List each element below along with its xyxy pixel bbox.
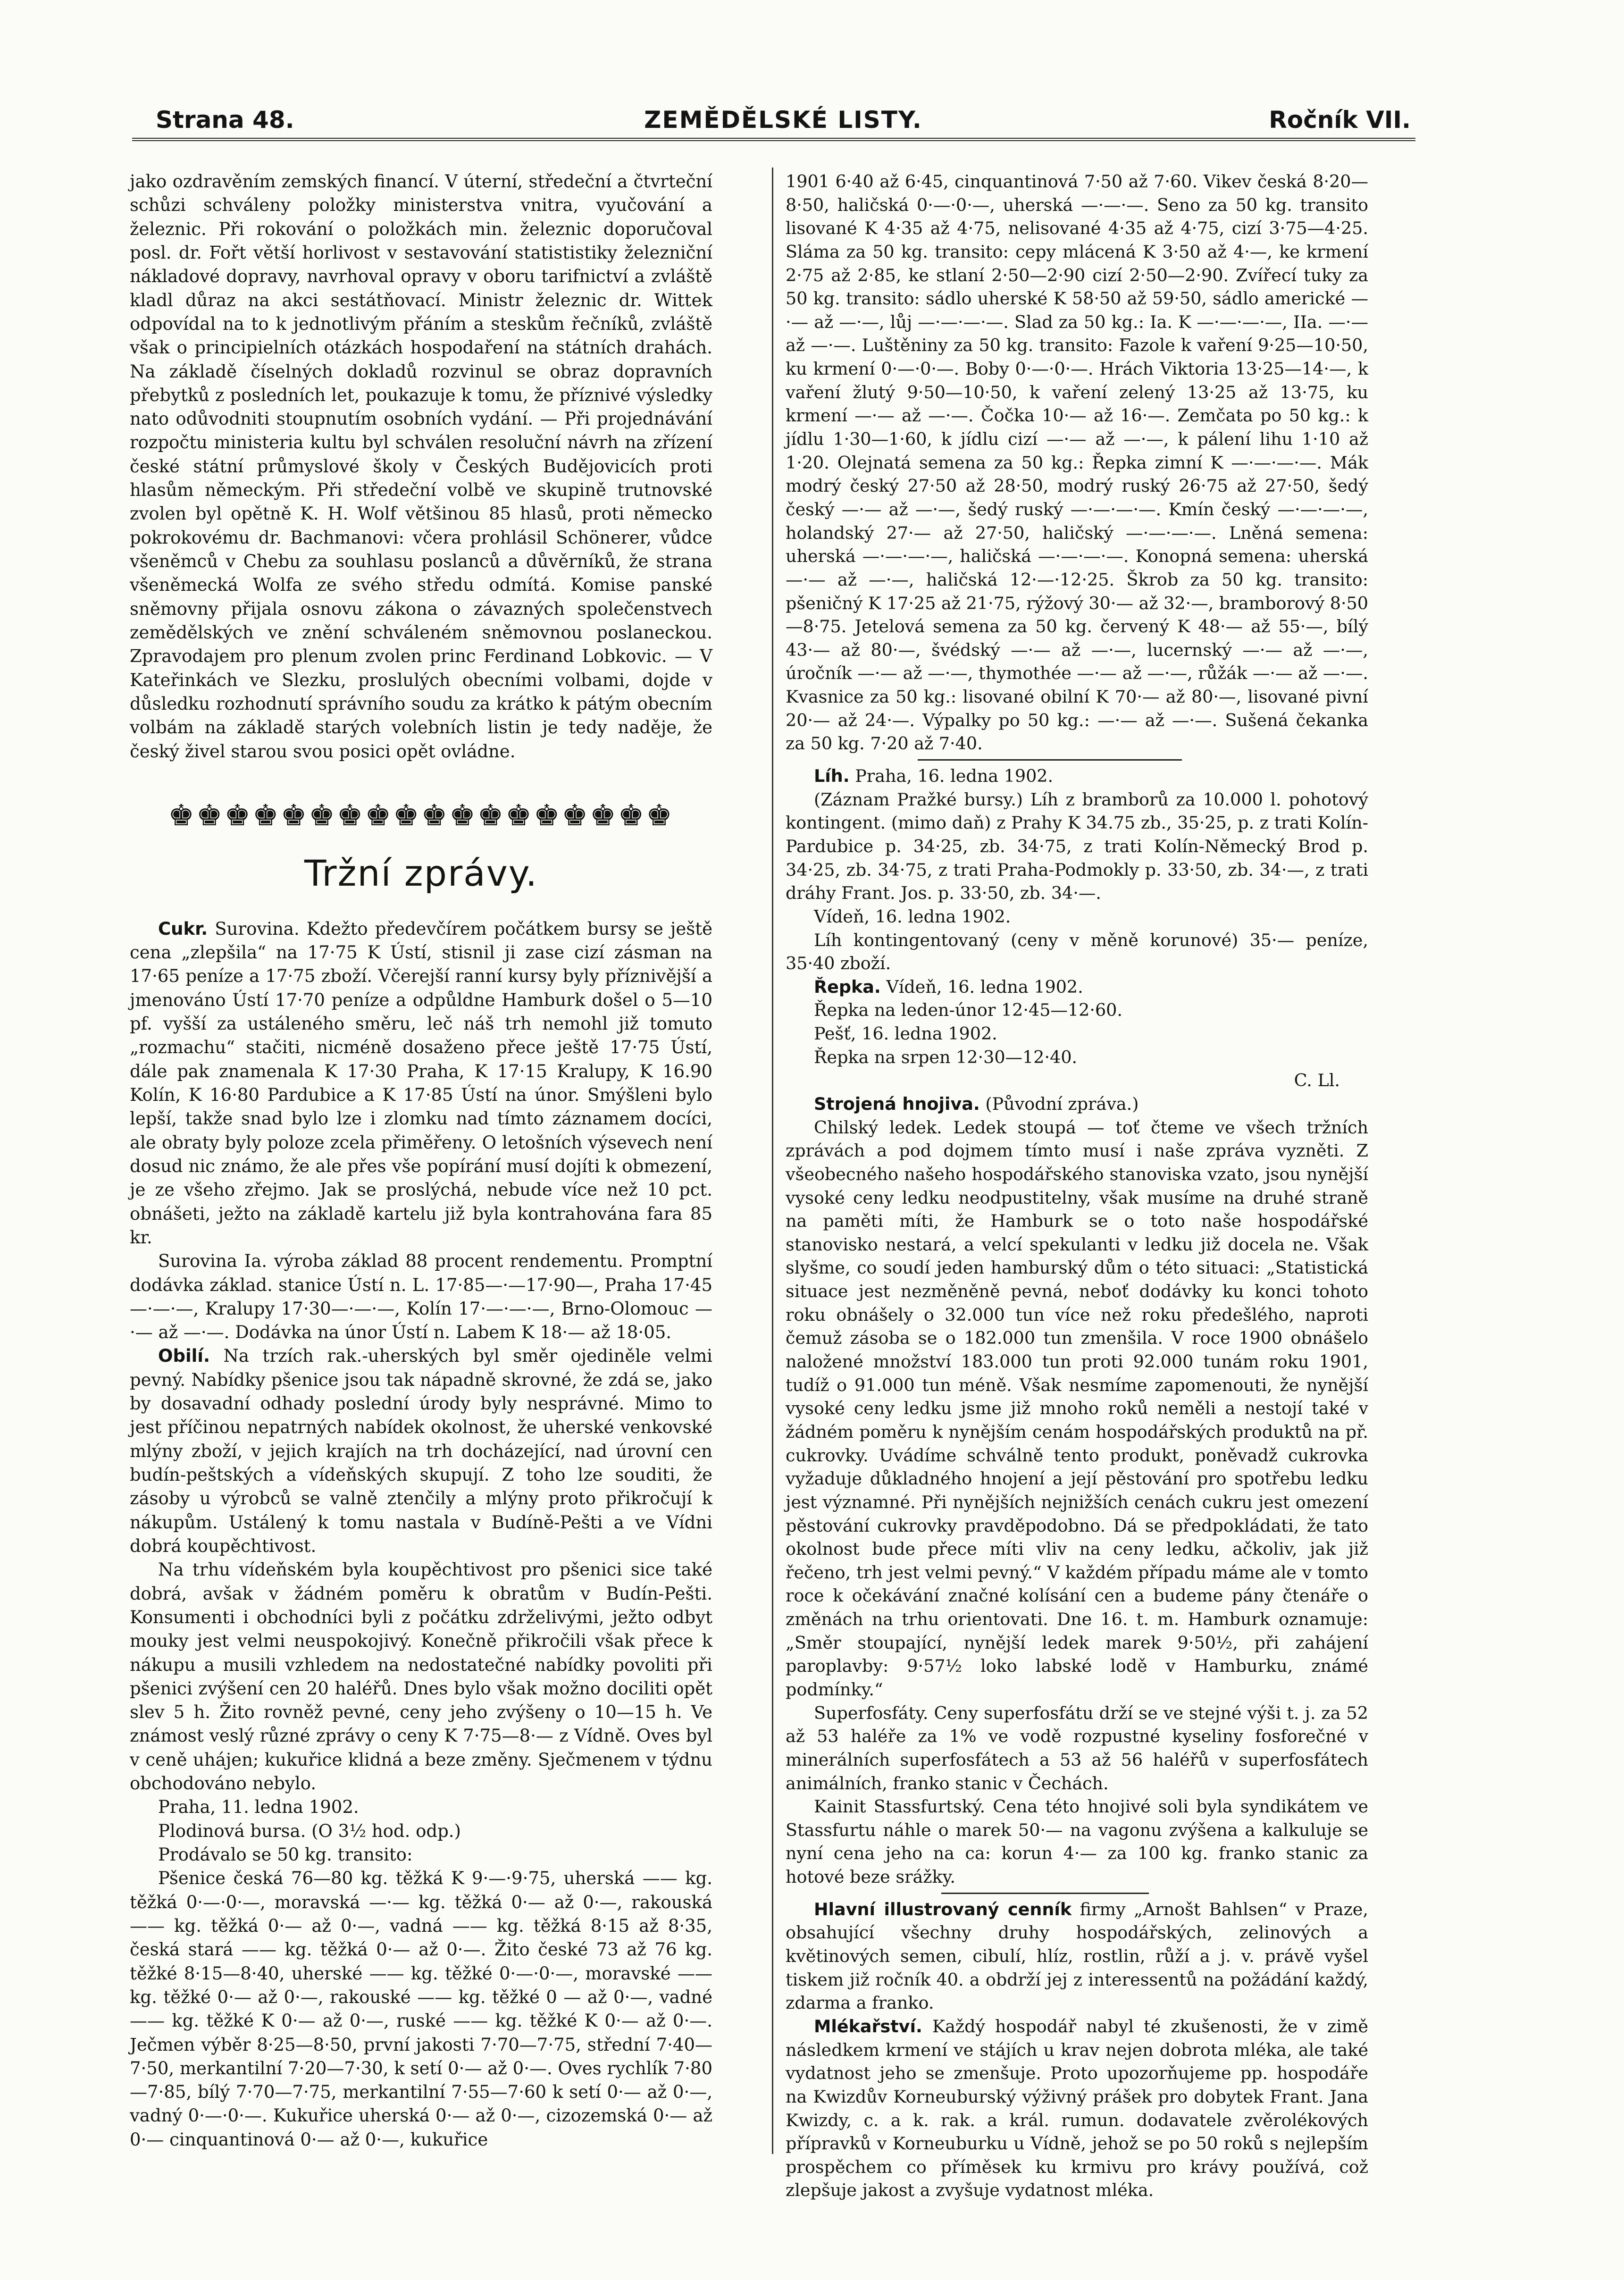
page-header [156, 106, 1411, 139]
plodinova-bursa: Plodinová bursa. (O 3½ hod. odp.) [158, 1820, 461, 1841]
cennik-keyword: Hlavní illustrovaný cenník [814, 1899, 1072, 1920]
left-column [130, 170, 712, 2152]
volume-number: Ročník VII. [1269, 106, 1411, 134]
obili-paragraph-2: Na trhu vídeňském byla koupěchtivost pro pšenici sice také dobrá, avšak v žádném poměru k obratům v Budín-Pešti. Konsumenti i obchodníci byli z počátku zdrželivými, ježto odbyt mouky jest velmi neuspokojivý. Konečně přikročili však přece k nákupu a musili vzhledem na nedostatečné nabídky povoliti při pšenici zvýšení cen 20 haléřů. Dnes bylo však možno dociliti opět slev 5 h. Žito rovněž pevné, ceny jeho zvýšeny o 10—15 h. Ve známost veslý různé zprávy o ceny K 7·75—8·— z Vídně. Oves byl v ceně uhájen; kukuřice klidná a beze změny. Sječmenem v týdnu obchodováno nebylo. [130, 1559, 712, 1794]
hnojiva-ledek: Chilský ledek. Ledek stoupá — toť čteme ve všech tržních zprávách a pod dojmem tímto musí i naše zpráva vyzněti. Z všeobecného našeho hospodářského stanoviska vzato, jsou nynější vysoké ceny ledku neodpustitelny, však musíme na druhé straně na paměti míti, že Hamburk se o toto naše hospodářské stanovisko nestará, a velcí spekulanti v ledku již docela ne. Však slyšme, co soudí jeden hamburský dům o této situaci: „Statistická situace jest nezměněně pevná, neboť dodávky ku konci tohoto roku obnášely o 32.000 tun více než roku předešlého, naproti čemuž zásoba se o 182.000 tun zmenšila. V roce 1900 obnášelo naložené množství 183.000 tun proti 92.000 tunám roku 1901, tudíž o 91.000 tun méně. Však nesmíme zapomenouti, že nynější vysoké ceny ledku jsme již mnoho roků neměli a nestojí také v žádném poměru k nynějším cenám hospodářských produktů na př. cukrovky. Uvádíme schválně tento produkt, poněvadž cukrovka vyžaduje důkladného hnojení a její pěstování pro spotřebu ledku jest významné. Při nynějších nejnižších cenách cukru jest omezení pěstování cukrovky pravděpodobno. Dá se předpokládati, že tato okolnost bude přece míti vliv na ceny ledku, ačkoliv, jak již řečeno, trh jest velmi pevný.“ V každém případu máme ale v tomto roce k očekávání značné kolísání cen a budeme pány čtenáře o změnách na trhu orientovati. Dne 16. t. m. Hamburk oznamuje: „Směr stoupající, nynější ledek marek 9·50½, při zahájení paroplavby: 9·57½ loko labské lodě v Hamburku, známé podmínky.“ [786, 1117, 1368, 1700]
hnojiva-subtitle: (Původní zpráva.) [985, 1093, 1139, 1114]
prices-continued: 1901 6·40 až 6·45, cinquantinová 7·50 až 7·60. Vikev česká 8·20—8·50, haličská 0·—·0·—, uherská —·—·—. Seno za 50 kg. transito lisované K 4·35 až 4·75, nelisované 4·35 až 4·75, cizí 3·75—4·25. Sláma za 50 kg. transito: cepy mlácená K 3·50 až 4·—, ke krmení 2·75 až 2·85, ke stlaní 2·50—2·90 cizí 2·50—2·90. Zvířecí tuky za 50 kg. transito: sádlo uherské K 58·50 až 59·50, sádlo americké —·— až —·—, lůj —·—·—·—. Slad za 50 kg.: Ia. K —·—·—·—, IIa. —·— až —·—. Luštěniny za 50 kg. transito: Fazole k vaření 9·25—10·50, ku krmení 0·—·0·—. Boby 0·—·0·—. Hrách Viktoria 13·25—14·—, k vaření žlutý 9·50—10·50, k vaření zelený 13·25 až 13·75, ku krmení —·— až —·—. Čočka 10·— až 16·—. Zemčata po 50 kg.: k jídlu 1·30—1·60, k jídlu cizí —·— až —·—, k pálení lihu 1·10 až 1·20. Olejnatá semena za 50 kg.: Řepka zimní K —·—·—·—. Mák modrý český 27·50 až 28·50, modrý ruský 26·75 až 27·50, šedý český —·— až —·—, šedý ruský —·—·—·—. Kmín český —·—·—·—, holandský 27·— až 27·50, haličský —·—·—·—. Lněná semena: uherská —·—·—·—, haličská —·—·—·—. Konopná semena: uherská —·— až —·—, haličská 12·—·12·25. Škrob za 50 kg. transito: pšeničný K 17·25 až 21·75, rýžový 30·— až 32·—, bramborový 8·50—8·75. Jetelová semena za 50 kg. červený K 48·— až 55·—, bílý 43·— až 80·—, švédský —·— až —·—, lucernský —·— až —·—, úročník —·— až —·—, thymothée —·— až —·—, růžák —·— až —·—. Kvasnice za 50 kg.: lisované obilní K 70·— až 80·—, lisované pivní 20·— až 24·—. Výpalky po 50 kg.: —·— až —·—. Sušená čekanka za 50 kg. 7·20 až 7·40. [786, 171, 1368, 754]
separator-rule-2 [941, 1893, 1149, 1894]
author-signature: C. Ll. [1294, 1070, 1340, 1091]
mlekarstvi-text: Každý hospodář nabyl té zkušenosti, že v zimě následkem krmení ve stájích u krav nejen dobrota mléka, ale také vydatnost jeho se zmenšuje. Proto upozorňujeme pp. hospodáře na Kwizdův Korneuburský výživný prášek pro dobytek Frant. Jana Kwizdy, c. a k. rak. a král. rumun. dodavatele zvěrolékových přípravků v Korneuburku u Vídně, jehož se po 50 roků s nejlepším prospěchem co příměsek ku krmivu pro krávy používá, což zlepšuje jakost a zvyšuje vydatnost mléka. [786, 2016, 1368, 2201]
grain-prices: Pšenice česká 76—80 kg. těžká K 9·—·9·75, uherská —— kg. těžká 0·—·0·—, moravská —·— kg. těžká 0·— až 0·—, rakouská —— kg. těžká 0·— až 0·—, vadná —— kg. těžká 8·15 až 8·35, česká stará —— kg. těžká 0·— až 0·—. Žito české 73 až 76 kg. těžké 8·15—8·40, uherské —— kg. těžké 0·—·0·—, moravské —— kg. těžké 0·— až 0·—, rakouské —— kg. těžké 0 — až 0·—, vadné —— kg. těžké K 0·— až 0·—, ruské —— kg. těžké K 0·— až 0·—. Ječmen výběr 8·25—8·50, první jakosti 7·70—7·75, střední 7·40—7·50, merkantilní 7·20—7·30, k setí 0·— až 0·—. Oves rychlík 7·80—7·85, bílý 7·70—7·75, merkantilní 7·55—7·60 k setí 0·— až 0·—, vadný 0·—·0·—. Kukuřice uherská 0·— až 0·—, cizozemská 0·— až 0·— cinquantinová 0·— až 0·—, kukuřice [130, 1868, 712, 2150]
cukr-text: Surovina. Kdežto předevčírem počátkem bursy se ještě cena „zlepšila“ na 17·75 K Ústí, stisnil ji zase cizí zásman na 17·65 peníze a 17·75 zboží. Včerejší ranní kursy byly příznivější a jmenováno Ústí 17·70 peníze a odpůldne Hamburk došel o 5—10 pf. vyšší za ustáleného směru, leč náš trh nemohl již tomuto „rozmachu“ stačiti, nicméně dosaženo přece ještě 17·75 Ústí, dále pak znamenala K 17·30 Praha, K 17·15 Kralupy, K 16.90 Kolín, K 16·80 Pardubice a K 17·85 Ústí na únor. Smýšleni bylo lepší, takže snad bylo lze i zlomku nad tímto záznamem docíci, ale obraty byly poloze zcela přiměřeny. O letošních výsevech není dosud nic známo, že ale přes vše popírání musí dojíti k obmezení, je ze všeho zřejmo. Jak se proslýchá, nebude více než 10 pct. obnášeti, ježto na základě kartelu již byla kontrahována fara 85 kr. [130, 918, 713, 1248]
repka-date: Vídeň, 16. ledna 1902. [886, 976, 1083, 997]
separator-rule [918, 759, 1182, 761]
hnojiva-keyword: Strojená hnojiva. [814, 1093, 980, 1114]
intro-paragraph: jako ozdravěním zemských financí. V úterní, středeční a čtvrteční schůzi schváleny položky ministerstva vnitra, vyučování a železnic. Při rokování o položkách min. železnic doporučoval posl. dr. Fořt větší horlivost v sestavování statististiky železniční nákladové dopravy, navrhoval opravy v oboru tarifnictví a zvláště kladl důraz na akci sestátňovací. Ministr železnic dr. Wittek odpovídal na to k jednotlivým přáním a steskům řečníků, zvláště však o principielních otázkách hospodaření na státních drahách. Na základě číselných dokladů rozvinul se obraz dopravních přebytků z posledních let, poukazuje k tomu, že příznivé výsledky nato odůvodniti stoupnutím osobních vydání. — Při projednávání rozpočtu ministeria kultu byl schválen resoluční návrh na zřízení české státní průmyslové školy v Českých Budějovicích proti hlasům německým. Při středeční volbě ve skupině trutnovské zvolen byl opětně K. H. Wolf většinou 85 hlasů, proti německo pokrokovému dr. Bachmanovi: včera prohlásil Schönerer, vůdce všeněmců v Chebu za souhlasu poslanců a důvěrníků, že strana všeněmecká Wolfa ze svého středu odmítá. Komise panské sněmovny přijala osnovu zákona o závazných společenstvech zemědělských ve znění schváleném sněmovnou poslaneckou. Zpravodajem pro plenum zvolen princ Ferdinand Lobkovic. — V Kateřinkách ve Slezku, proslulých obecními volbami, dojde v důsledku rozhodnutí správního soudu za krátko k pátým obecním volbám na základě starých volebních listin je tedy naděje, že český živel starou svou posici opět ovládne. [130, 171, 712, 762]
repka-price-2: Řepka na srpen 12·30—12·40. [814, 1047, 1078, 1067]
ornament-divider: ♚♚♚♚♚♚♚♚♚♚♚♚♚♚♚♚♚♚ [168, 797, 674, 832]
publication-title: ZEMĚDĚLSKÉ LISTY. [644, 106, 922, 134]
praha-date: Praha, 11. ledna 1902. [158, 1797, 359, 1818]
obili-text: Na trzích rak.-uherských byl směr ojediněle velmi pevný. Nabídky pšenice jsou tak nápadně skrovné, že zdá se, jako by dosavadní odhady poslední úrody byly nesprávné. Mimo to jest příčinou nepatrných nabídek okolnost, že uherské venkovské mlýny zboží, v jejich krajích na trh docházející, nad úrovní cen budín-peštských a vídeňských skupují. Z toho lze souditi, že zásoby u výrobců se valně ztenčily a mlýny proto přikročují k nákupům. Ustálený k tomu nastala v Budíně-Pešti a ve Vídni dobrá koupěchtivost. [130, 1346, 712, 1556]
mlekarstvi-keyword: Mlékařství. [814, 2016, 922, 2037]
page-number: Strana 48. [156, 106, 294, 134]
cukr-keyword: Cukr. [158, 918, 208, 939]
lih-text: (Záznam Pražké bursy.) Líh z bramborů za 10.000 l. pohotový kontingent. (mimo daň) z Prahy K 34.75 zb., 35·25, p. z trati Kolín-Pardubice p. 34·25, zb. 34·75, z trati Kolín-Německý Brod p. 34·25, zb. 34·75, z trati Praha-Podmokly p. 33·50, zb. 34·—, z trati dráhy Frant. Jos. p. 33·50, zb. 34·—. [786, 789, 1368, 904]
lih-paragraph [786, 764, 1368, 788]
repka-date-2: Pešť, 16. ledna 1902. [814, 1023, 997, 1044]
column-divider [772, 168, 773, 2154]
hnojiva-heading [786, 1092, 1368, 1116]
hnojiva-kainit: Kainit Stassfurtský. Cena této hnojivé soli byla syndikátem ve Stassfurtu náhle o marek 50·— na vagonu zvýšena a kalkuluje se nyní cena jeho na ca: korun 4·— za 100 kg. franko stanic za hotové beze srážky. [786, 1796, 1368, 1887]
prodavalo-line: Prodávalo se 50 kg. transito: [158, 1844, 413, 1865]
lih-vienna-date: Vídeň, 16. ledna 1902. [814, 906, 1011, 927]
repka-keyword: Řepka. [814, 976, 881, 997]
lih-keyword: Líh. [814, 766, 850, 787]
cennik-text: firmy „Arnošt Bahlsen“ v Praze, obsahující všechny druhy hospodářských, zelinových a květinových semen, cibulí, hlíz, rostlin, růží a j. v. právě vyšel tiskem již ročník 40. a obdrží jej z interessentů na požádání každý, zdarma a franko. [786, 1899, 1368, 2013]
section-title: Tržní zprávy. [304, 852, 538, 894]
repka-paragraph [786, 975, 1368, 999]
header-rule [132, 138, 1415, 141]
repka-price-1: Řepka na leden-únor 12·45—12·60. [814, 1000, 1123, 1021]
cennik-paragraph [786, 1898, 1368, 2015]
cukr-paragraph [130, 917, 712, 1249]
obili-keyword: Obilí. [158, 1346, 210, 1366]
lih-date: Praha, 16. ledna 1902. [855, 766, 1054, 787]
lih-vienna-text: Líh kontingentovaný (ceny v měně korunové) 35·— peníze, 35·40 zboží. [786, 930, 1368, 974]
hnojiva-superfosfaty: Superfosfáty. Ceny superfosfátu drží se ve stejné výši t. j. za 52 až 53 haléře za 1% ve vodě rozpustné kyseliny fosforečné v minerálních superfosfátech a 53 až 56 haléřů v superfosfátech animálních, franko stanic v Čechách. [786, 1702, 1368, 1794]
right-column [786, 170, 1368, 2202]
cukr-paragraph-2: Surovina Ia. výroba základ 88 procent rendementu. Promptní dodávka základ. stanice Ústí n. L. 17·85—·—17·90—, Praha 17·45—·—·—, Kralupy 17·30—·—·—, Kolín 17·—·—·—, Brno-Olomouc —·— až —·—. Dodávka na únor Ústí n. Labem K 18·— až 18·05. [130, 1251, 712, 1343]
mlekarstvi-paragraph [786, 2015, 1368, 2202]
obili-paragraph [130, 1344, 712, 1558]
